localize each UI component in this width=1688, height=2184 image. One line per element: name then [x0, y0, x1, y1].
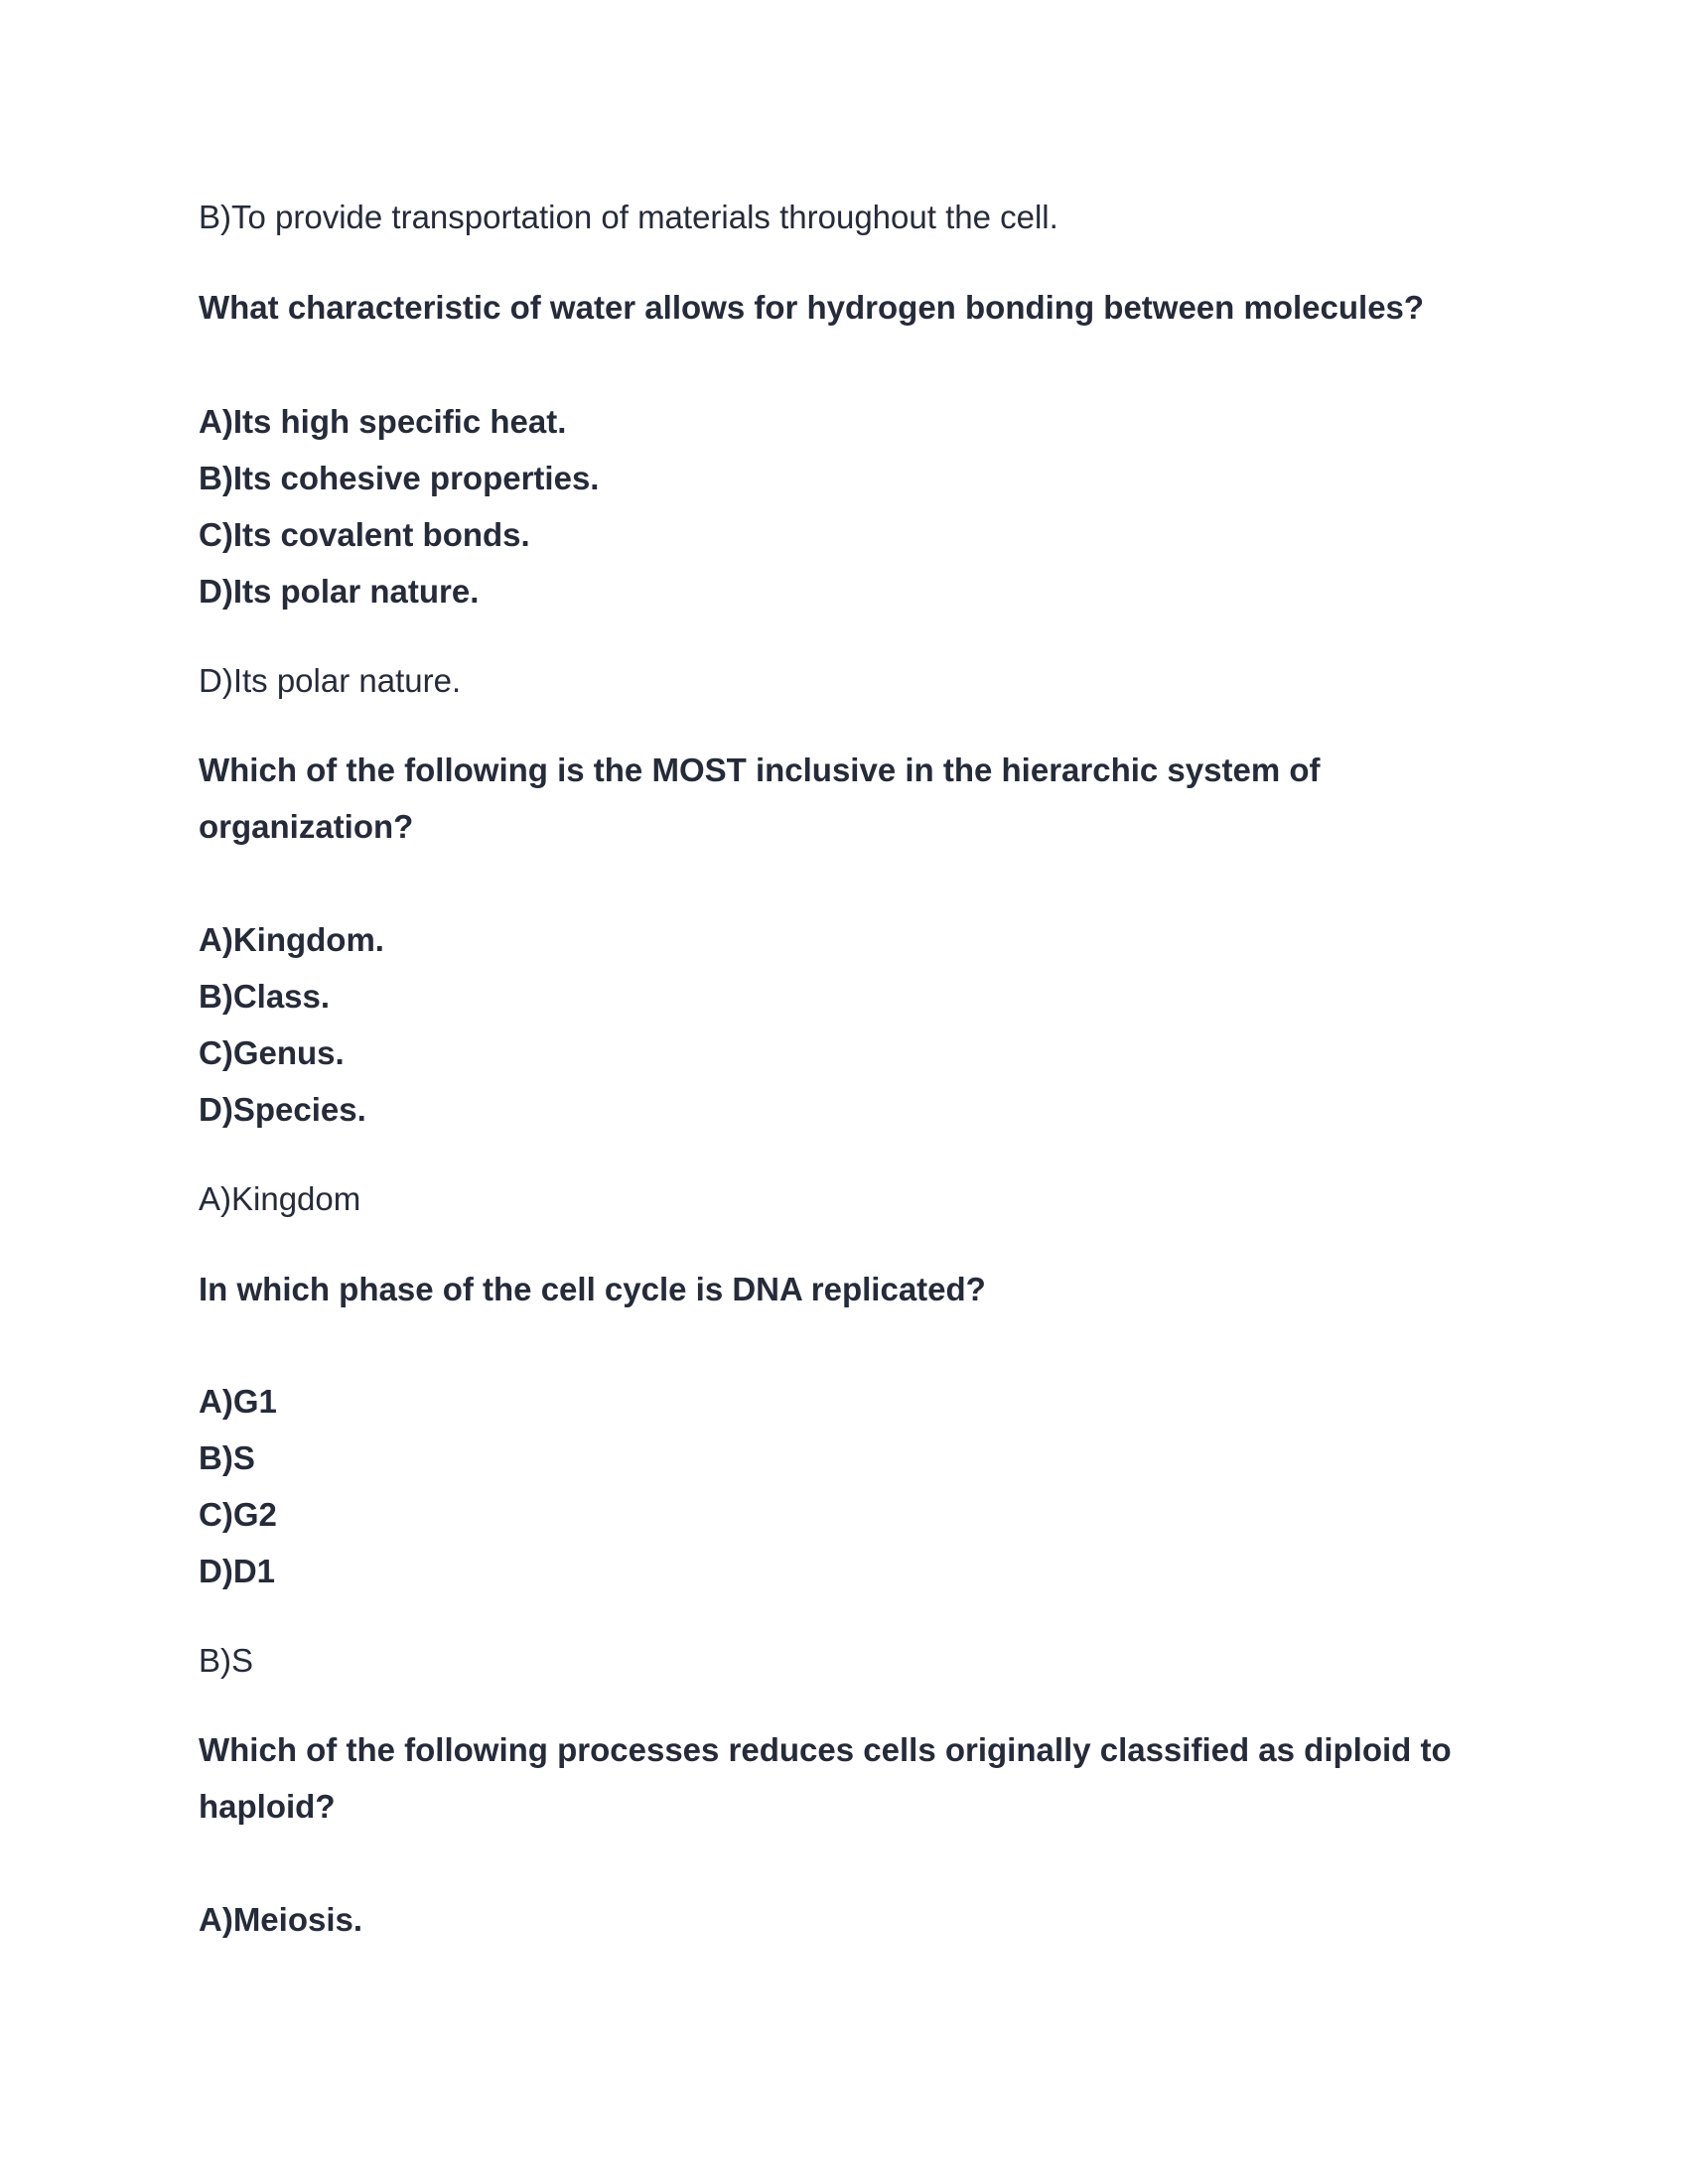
question-1-option-a: A)Its high specific heat.: [199, 403, 567, 440]
question-2-option-b: B)Class.: [199, 978, 331, 1015]
question-2-text-line-1: Which of the following is the MOST inclusive in the hierarchic system of: [199, 751, 1321, 788]
question-4-text-line-1: Which of the following processes reduces cells originally classified as diploid to: [199, 1731, 1452, 1768]
question-4-option-a: A)Meiosis.: [199, 1901, 363, 1938]
question-3-answer: B)S: [199, 1642, 254, 1679]
question-3-option-d: D)D1: [199, 1553, 276, 1589]
question-3-option-c: C)G2: [199, 1496, 277, 1533]
previous-answer: B)To provide transportation of materials throughout the cell.: [199, 199, 1058, 235]
question-3-text: In which phase of the cell cycle is DNA replicated?: [199, 1271, 986, 1307]
question-2-option-a: A)Kingdom.: [199, 921, 384, 958]
question-1-answer: D)Its polar nature.: [199, 662, 462, 699]
question-1-option-c: C)Its covalent bonds.: [199, 516, 530, 553]
question-3-option-a: A)G1: [199, 1383, 277, 1420]
question-1-option-d: D)Its polar nature.: [199, 573, 480, 610]
question-3-option-b: B)S: [199, 1439, 255, 1476]
question-4-text-line-2: haploid?: [199, 1788, 336, 1825]
question-2-answer: A)Kingdom: [199, 1180, 361, 1217]
question-2-option-c: C)Genus.: [199, 1034, 345, 1071]
question-1-option-b: B)Its cohesive properties.: [199, 460, 600, 496]
question-2-option-d: D)Species.: [199, 1091, 366, 1128]
question-2-text-line-2: organization?: [199, 808, 414, 845]
question-1-text: What characteristic of water allows for hydrogen bonding between molecules?: [199, 289, 1425, 326]
